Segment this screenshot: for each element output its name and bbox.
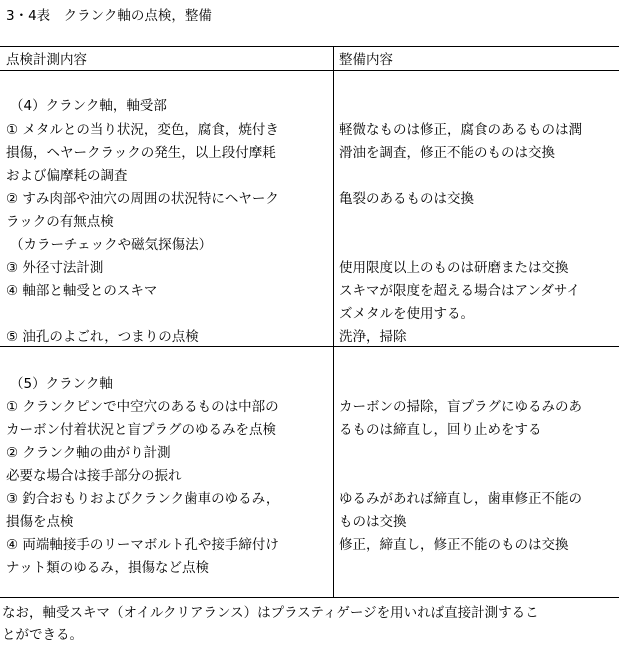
- inspection-line: 必要な場合は接手部分の振れ: [6, 468, 182, 484]
- maintenance-line: ズメタルを使用する。: [339, 306, 474, 322]
- inspection-line: 損傷，ヘヤークラックの発生，以上段付摩耗: [6, 145, 276, 161]
- inspection-line: ラックの有無点検: [6, 214, 114, 230]
- maintenance-line: カーボンの掃除，盲プラグにゆるみのあ: [339, 399, 582, 415]
- footnote-line: とができる。: [2, 627, 83, 643]
- inspection-line: ① クランクピンで中空穴のあるものは中部の: [6, 399, 279, 415]
- inspection-line: ② クランク軸の曲がり計測: [6, 445, 171, 461]
- section-heading: （4）クランク軸，軸受部: [10, 98, 167, 114]
- maintenance-line: 修正，締直し，修正不能のものは交換: [339, 537, 569, 553]
- maintenance-line: 滑油を調査，修正不能のものは交換: [339, 145, 555, 161]
- maintenance-line: 洗浄，掃除: [339, 329, 407, 345]
- section-heading: （5）クランク軸: [10, 376, 113, 392]
- maintenance-line: 使用限度以上のものは研磨または交換: [339, 260, 569, 276]
- inspection-line: ③ 釣合おもりおよびクランク歯車のゆるみ，: [6, 491, 280, 507]
- maintenance-line: 軽微なものは修正，腐食のあるものは潤: [339, 122, 582, 138]
- table-title: 3・4表 クランク軸の点検，整備: [6, 8, 212, 24]
- column-divider: [333, 46, 334, 597]
- inspection-line: および偏摩耗の調査: [6, 168, 128, 184]
- maintenance-line: 亀裂のあるものは交換: [339, 191, 474, 207]
- table-top-rule: [0, 46, 619, 47]
- maintenance-line: スキマが限度を超える場合はアンダサイ: [339, 283, 580, 299]
- inspection-line: ③ 外径寸法計測: [6, 260, 104, 276]
- header-maintenance: 整備内容: [339, 52, 393, 68]
- inspection-line: ⑤ 油孔のよごれ，つまりの点検: [6, 329, 199, 345]
- inspection-line: ④ 両端軸接手のリーマボルト孔や接手締付け: [6, 537, 279, 553]
- header-inspection: 点検計測内容: [6, 52, 87, 68]
- footnote-line: なお，軸受スキマ（オイルクリアランス）はプラスティゲージを用いれば直接計測するこ: [2, 605, 539, 621]
- table-bottom-rule: [0, 597, 619, 598]
- maintenance-line: ものは交換: [339, 514, 407, 530]
- inspection-line: （カラーチェックや磁気探傷法）: [10, 237, 213, 253]
- inspection-line: ① メタルとの当り状況，変色，腐食，焼付き: [6, 122, 279, 138]
- inspection-line: 損傷を点検: [6, 514, 74, 530]
- inspection-line: ② すみ肉部や油穴の周囲の状況特にヘヤーク: [6, 191, 279, 207]
- header-rule: [0, 70, 619, 71]
- maintenance-line: るものは締直し，回り止めをする: [339, 422, 542, 438]
- inspection-line: ナット類のゆるみ，損傷など点検: [6, 560, 210, 576]
- inspection-line: カーボン付着状況と盲プラグのゆるみを点検: [6, 422, 276, 438]
- inspection-line: ④ 軸部と軸受とのスキマ: [6, 283, 158, 299]
- maintenance-line: ゆるみがあれば締直し，歯車修正不能の: [339, 491, 582, 507]
